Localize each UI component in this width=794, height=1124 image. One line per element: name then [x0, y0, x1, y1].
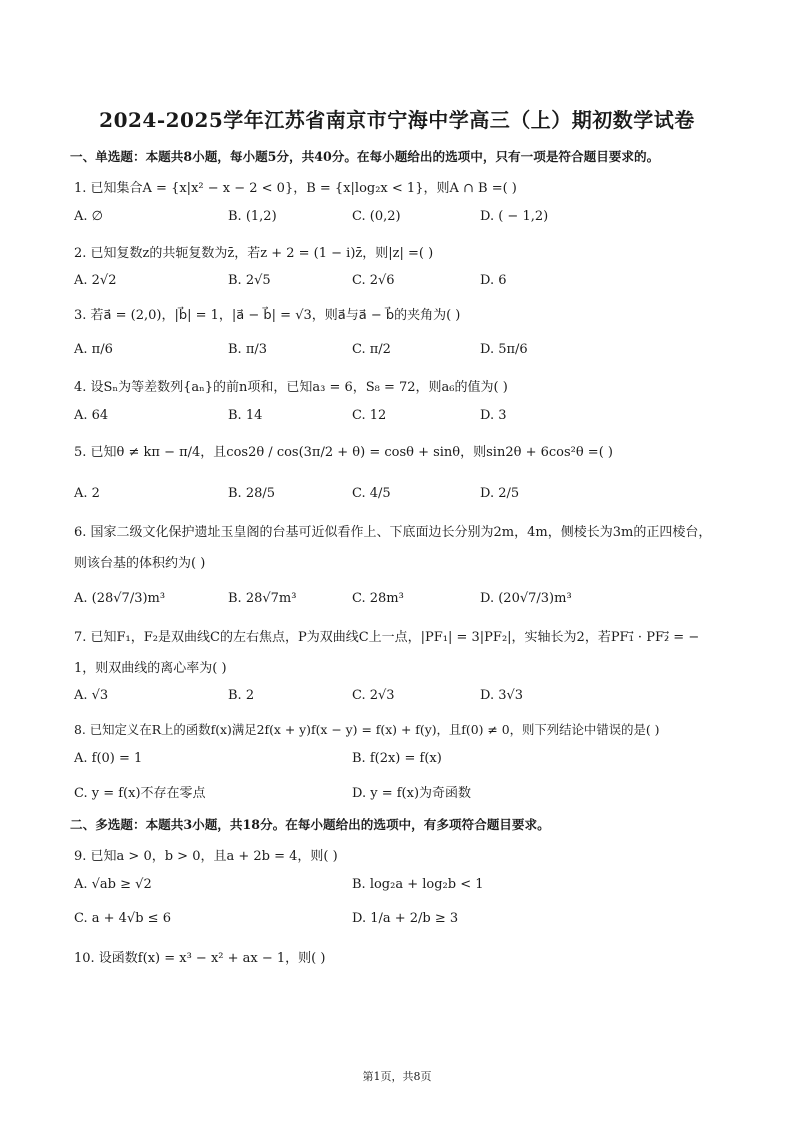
option-a: A. (28√7/3)m³: [74, 591, 166, 606]
section-single-choice: 一、单选题：本题共8小题，每小题5分，共40分。在每小题给出的选项中，只有一项是符合题目要求的。: [70, 149, 660, 164]
question-9: 9. 已知a > 0，b > 0，且a + 2b = 4，则( ): [74, 849, 338, 864]
option-b: B. 28√7m³: [228, 591, 297, 606]
option-c: C. y = f(x)不存在零点: [74, 786, 206, 801]
option-c: C. 12: [352, 408, 387, 423]
question-1-options: [74, 209, 734, 231]
option-a: A. π/6: [74, 342, 113, 357]
option-b: B. 2√5: [228, 273, 271, 288]
option-b: B. (1,2): [228, 209, 277, 224]
option-d: D. 1/a + 2/b ≥ 3: [352, 911, 459, 926]
question-6: 6. 国家二级文化保护遗址玉皇阁的台基可近似看作上、下底面边长分别为2m，4m，侧棱长为3m的正四棱台，则该台基的体积约为( ): [74, 525, 712, 571]
option-a: A. f(0) = 1: [74, 751, 143, 766]
option-b: B. 28/5: [228, 486, 276, 501]
option-d: D. 3: [480, 408, 507, 423]
question-8-options-row2: [74, 782, 734, 804]
option-b: B. log₂a + log₂b < 1: [352, 877, 484, 892]
option-b: B. 14: [228, 408, 263, 423]
option-a: A. ∅: [74, 209, 103, 224]
option-c: C. π/2: [352, 342, 391, 357]
option-c: C. 2√6: [352, 273, 395, 288]
option-b: B. 2: [228, 688, 255, 703]
option-b: B. π/3: [228, 342, 268, 357]
option-d: D. y = f(x)为奇函数: [352, 786, 472, 801]
question-7: 7. 已知F₁，F₂是双曲线C的左右焦点，P为双曲线C上一点，|PF₁| = 3|PF₂|，实轴长为2，若PF₁⃗ · PF₂⃗ = − 1，则双曲线的离心率为( ): [74, 630, 700, 676]
question-10: 10. 设函数f(x) = x³ − x² + ax − 1，则( ): [74, 951, 326, 966]
section-multi-choice: 二、多选题：本题共3小题，共18分。在每小题给出的选项中，有多项符合题目要求。: [70, 817, 550, 832]
question-5-options: [74, 486, 734, 508]
option-d: D. 5π/6: [480, 342, 528, 357]
option-d: D. 6: [480, 273, 507, 288]
option-c: C. (0,2): [352, 209, 401, 224]
option-d: D. 3√3: [480, 688, 524, 703]
question-5: 5. 已知θ ≠ kπ − π/4，且cos2θ / cos(3π/2 + θ) = cosθ + sinθ，则sin2θ + 6cos²θ =( ): [74, 445, 613, 460]
option-a: A. √3: [74, 688, 109, 703]
question-7-options: [74, 688, 734, 710]
option-a: A. 2√2: [74, 273, 117, 288]
option-c: C. 4/5: [352, 486, 391, 501]
question-9-options-row2: [74, 911, 734, 933]
page-footer: 第1页，共8页: [362, 1070, 432, 1083]
question-4: 4. 设Sₙ为等差数列{aₙ}的前n项和，已知a₃ = 6，S₈ = 72，则a₆的值为( ): [74, 380, 508, 395]
option-d: D. 2/5: [480, 486, 520, 501]
option-d: D. ( − 1,2): [480, 209, 549, 224]
option-c: C. a + 4√b ≤ 6: [74, 911, 171, 926]
question-2-options: [74, 273, 734, 295]
option-a: A. √ab ≥ √2: [74, 877, 152, 892]
option-c: C. 28m³: [352, 591, 404, 606]
question-9-options-row1: [74, 877, 734, 899]
option-a: A. 64: [74, 408, 109, 423]
option-d: D. (20√7/3)m³: [480, 591, 572, 606]
question-2: 2. 已知复数z的共轭复数为z̄，若z + 2 = (1 − i)z̄，则|z| =( ): [74, 246, 434, 261]
exam-title: 2024-2025学年江苏省南京市宁海中学高三（上）期初数学试卷: [99, 108, 695, 132]
question-3-options: [74, 342, 734, 364]
option-c: C. 2√3: [352, 688, 395, 703]
question-3: 3. 若a⃗ = (2,0)，|b⃗| = 1，|a⃗ − b⃗| = √3，则a⃗与a⃗ − b⃗的夹角为( ): [74, 308, 461, 323]
option-a: A. 2: [74, 486, 100, 501]
option-b: B. f(2x) = f(x): [352, 751, 442, 766]
question-8: 8. 已知定义在R上的函数f(x)满足2f(x + y)f(x − y) = f(x) + f(y)，且f(0) ≠ 0，则下列结论中错误的是( ): [74, 722, 660, 737]
question-1: 1. 已知集合A = {x|x² − x − 2 < 0}，B = {x|log₂x < 1}，则A ∩ B =( ): [74, 181, 517, 196]
question-6-options: [74, 591, 734, 613]
question-4-options: [74, 408, 734, 430]
question-8-options-row1: [74, 751, 734, 773]
